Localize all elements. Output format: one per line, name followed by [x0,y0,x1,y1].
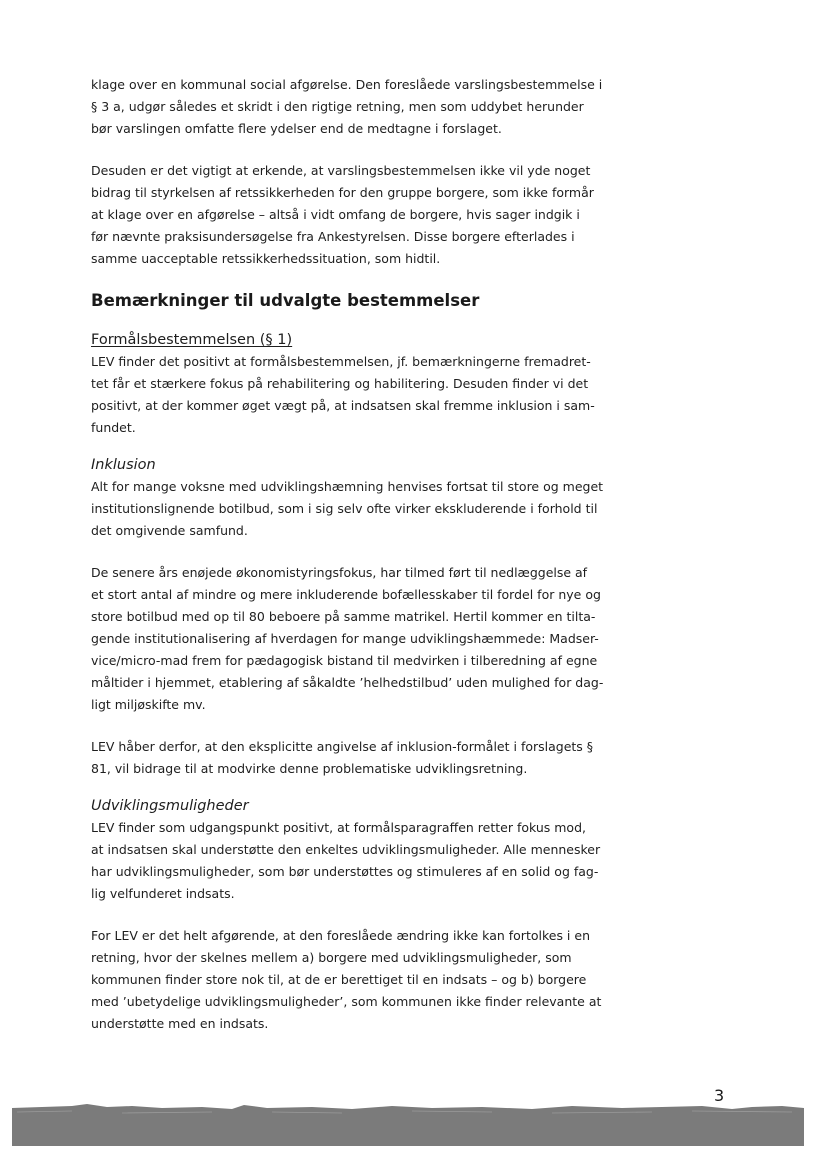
page-content [91,74,643,1035]
paragraph-udvikling-2: For LEV er det helt afgørende, at den foreslåede ændring ikke kan fortolkes i en retning, hvor der skelnes mellem a) borgere med udviklingsmuligheder, som kommunen finder store nok til, at de er berettiget til en indsats – og b) borgere med ’ubetydelige udviklingsmuligheder’, som kommunen ikke finder relevante at understøtte med en indsats. [91,928,602,1031]
paragraph-retssikkerhed: Desuden er det vigtigt at erkende, at varslingsbestemmelsen ikke vil yde noget bidrag til styrkelsen af retssikkerheden for den gruppe borgere, som ikke formår at klage over en afgørelse – altså i vidt omfang de borgere, hvis sager indgik i før nævnte praksisundersøgelse fra Ankestyrelsen. Disse borgere efterlades i samme uacceptable retssikkerhedssituation, som hidtil. [91,163,594,266]
footer-band-decoration [12,1100,804,1146]
paragraph-inklusion-2: De senere års enøjede økonomistyringsfokus, har tilmed ført til nedlæggelse af et stort antal af mindre og mere inkluderende bofællesskaber til fordel for nye og store botilbud med op til 80 beboere på samme matrikel. Hertil kommer en tilta- gende institutionalisering af hverdagen for mange udviklingshæmmede: Madser- vice/micro-mad frem for pædagogisk bistand til medvirken i tilberedning af egne måltider i hjemmet, etablering af såkaldte ’helhedstilbud’ uden mulighed for dag- ligt miljøskifte mv. [91,565,604,712]
footer-band-shape [12,1104,804,1146]
subheading-formaalsbestemmelsen: Formålsbestemmelsen (§ 1) [91,332,293,348]
paragraph-udvikling-1: LEV finder som udgangspunkt positivt, at formålsparagraffen retter fokus mod, at indsatsen skal understøtte den enkeltes udviklingsmuligheder. Alle mennesker har udviklingsmuligheder, som bør understøttes og stimuleres af en solid og fag- lig velfunderet indsats. [91,820,601,901]
paragraph-inklusion-1: Alt for mange voksne med udviklingshæmning henvises fortsat til store og meget institutionslignende botilbud, som i sig selv ofte virker ekskluderende i forhold til det omgivende samfund. [91,479,604,538]
paragraph-varsling-continuation: klage over en kommunal social afgørelse. Den foreslåede varslingsbestemmelse i § 3 a, udgør således et skridt i den rigtige retning, men som uddybet herunder bør varslingen omfatte flere ydelser end de medtagne i forslaget. [91,77,603,136]
page-number: 3 [714,1086,725,1105]
subheading-udviklingsmuligheder: Udviklingsmuligheder [91,798,249,814]
paragraph-inklusion-3: LEV håber derfor, at den eksplicitte angivelse af inklusion-formålet i forslagets § 81, vil bidrage til at modvirke denne problematiske udviklingsretning. [91,739,594,776]
paragraph-formaal: LEV finder det positivt at formålsbestemmelsen, jf. bemærkningerne fremadret- tet får et stærkere fokus på rehabilitering og habilitering. Desuden finder vi det positivt, at der kommer øget vægt på, at indsatsen skal fremme inklusion i sam- fundet. [91,354,595,435]
subheading-inklusion: Inklusion [91,457,156,473]
section-heading: Bemærkninger til udvalgte bestemmelser [91,291,480,310]
